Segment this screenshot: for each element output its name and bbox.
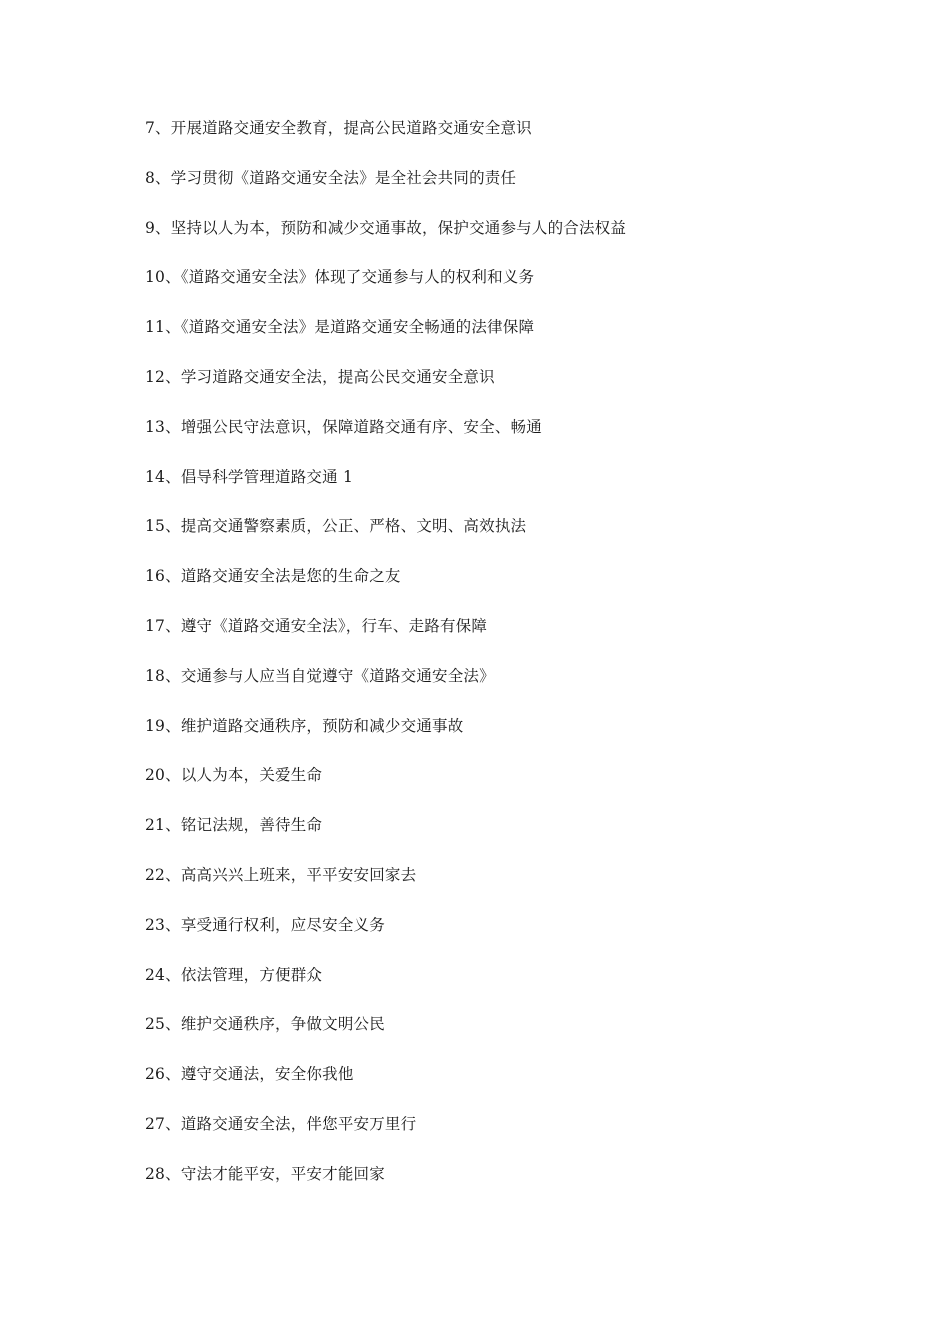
slogan-item: 8、学习贯彻《道路交通安全法》是全社会共同的责任 (145, 168, 517, 187)
slogan-item: 17、遵守《道路交通安全法》，行车、走路有保障 (145, 616, 488, 635)
slogan-item: 25、维护交通秩序，争做文明公民 (145, 1015, 385, 1034)
slogan-item: 26、遵守交通法，安全你我他 (145, 1065, 354, 1084)
slogan-item: 12、学习道路交通安全法，提高公民交通安全意识 (145, 367, 495, 386)
slogan-item: 21、铭记法规，善待生命 (145, 816, 323, 835)
slogan-item: 15、提高交通警察素质，公正、严格、文明、高效执法 (145, 517, 527, 536)
slogan-item: 11、《道路交通安全法》是道路交通安全畅通的法律保障 (145, 318, 535, 337)
slogan-item: 19、维护道路交通秩序，预防和减少交通事故 (145, 716, 464, 735)
slogan-item: 20、以人为本，关爱生命 (145, 766, 323, 785)
slogan-item: 23、享受通行权利，应尽安全义务 (145, 915, 385, 934)
slogan-item: 16、道路交通安全法是您的生命之友 (145, 567, 401, 586)
slogan-item: 13、增强公民守法意识，保障道路交通有序、安全、畅通 (145, 417, 542, 436)
slogan-list (145, 116, 626, 1212)
slogan-item: 24、依法管理，方便群众 (145, 965, 323, 984)
slogan-item: 14、倡导科学管理道路交通 1 (145, 467, 354, 486)
slogan-item: 27、道路交通安全法，伴您平安万里行 (145, 1114, 417, 1133)
slogan-item: 28、守法才能平安，平安才能回家 (145, 1164, 385, 1183)
slogan-item: 10、《道路交通安全法》体现了交通参与人的权利和义务 (145, 268, 535, 287)
slogan-item: 7、开展道路交通安全教育，提高公民道路交通安全意识 (145, 119, 532, 137)
slogan-item: 9、坚持以人为本，预防和减少交通事故，保护交通参与人的合法权益 (145, 218, 627, 237)
slogan-item: 18、交通参与人应当自觉遵守《道路交通安全法》 (145, 666, 495, 685)
slogan-item: 22、高高兴兴上班来，平平安安回家去 (145, 865, 417, 884)
